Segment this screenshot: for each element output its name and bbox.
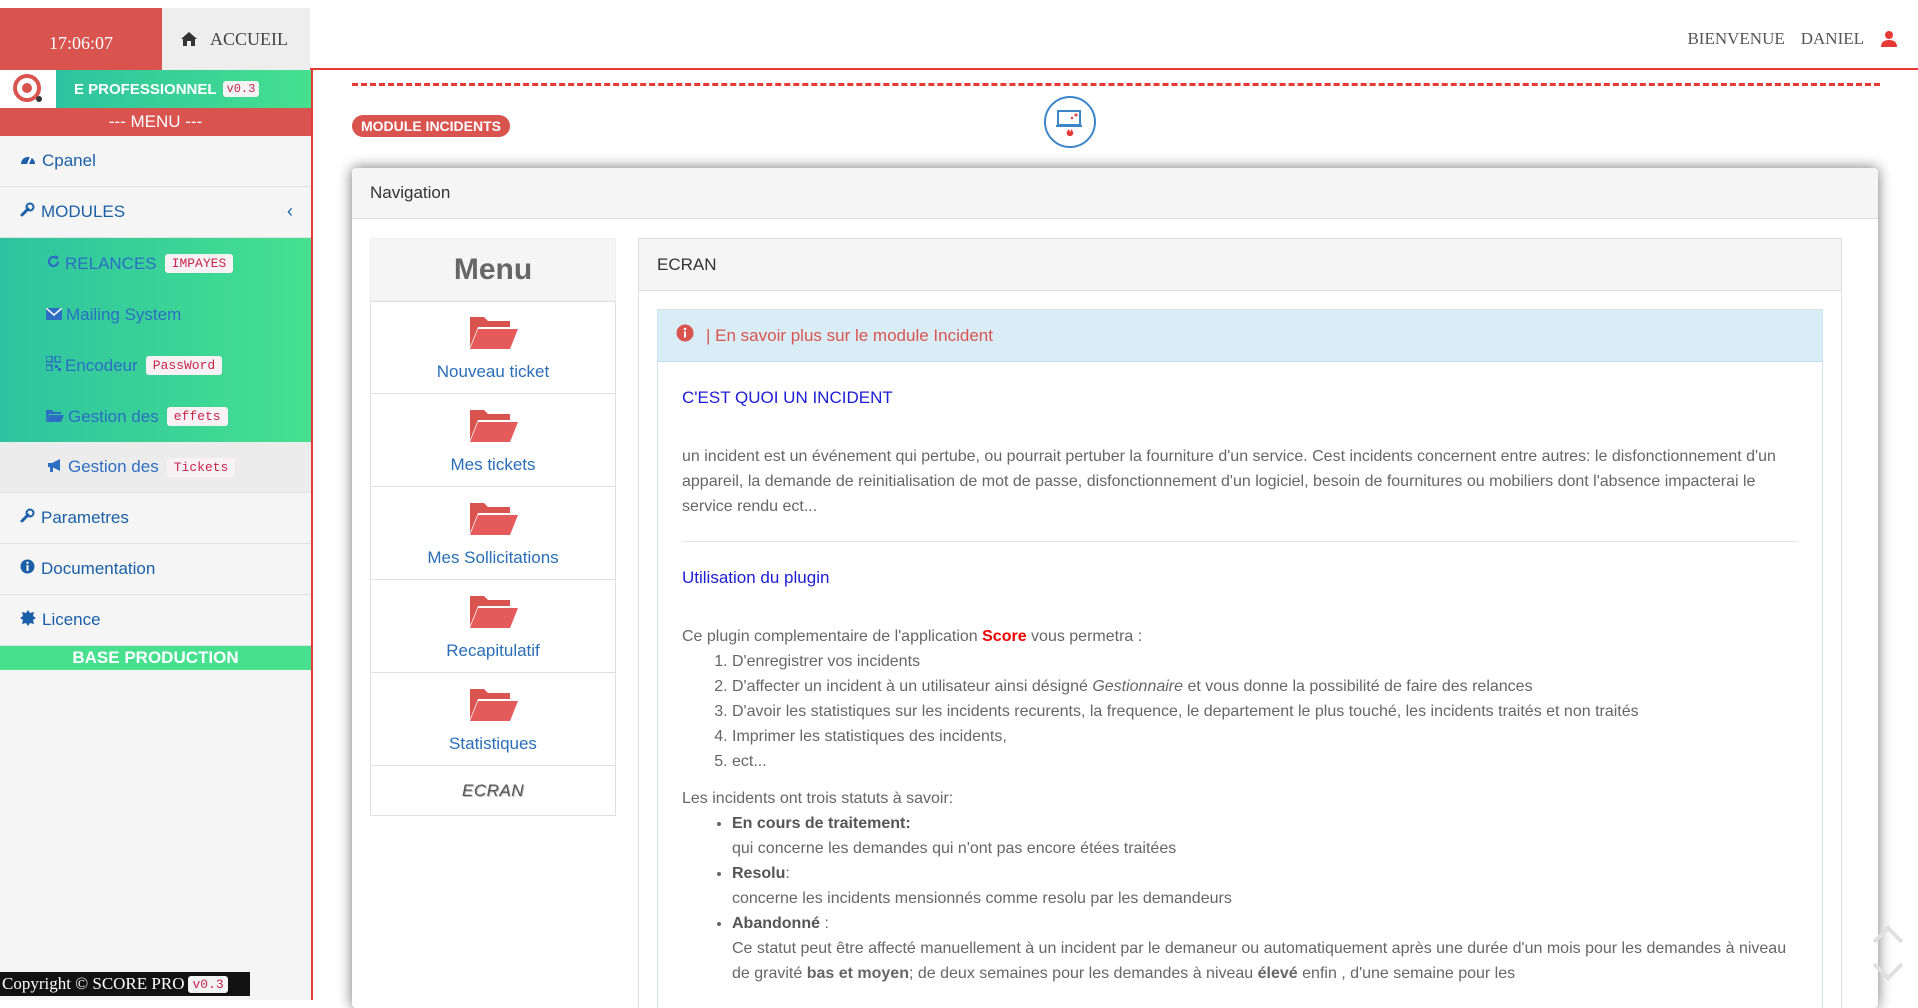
chevron-up-icon (1874, 928, 1902, 942)
qrcode-icon (46, 356, 61, 376)
submenu-item-mailing[interactable] (0, 289, 311, 340)
folder-open-icon (468, 685, 518, 726)
sidebar (0, 70, 313, 1000)
copyright-footer (0, 972, 250, 996)
submenu-item-tickets[interactable] (0, 442, 311, 493)
list-item (732, 861, 1798, 911)
copyright-version-badge: v0.3 (188, 976, 227, 993)
panel-title: Navigation (352, 168, 1878, 219)
brand-text: E PROFESSIONNEL (74, 80, 217, 98)
copyright-text: Copyright © SCORE PRO (2, 974, 185, 993)
list-item: 1. D'enregistrer vos incidents (732, 649, 1798, 674)
list-item (732, 911, 1798, 986)
plugin-intro-text: Ce plugin complementaire de l'application (682, 628, 983, 645)
info-header (658, 310, 1822, 362)
menu-item-statistiques[interactable] (370, 673, 616, 766)
module-incidents-pill: MODULE INCIDENTS (352, 115, 510, 137)
menu-item-label: Nouveau ticket (436, 362, 550, 381)
envelope-icon (46, 305, 62, 325)
top-navbar (310, 8, 1918, 70)
folder-open-icon (46, 407, 64, 427)
folder-open-icon (468, 406, 518, 447)
submenu-label: RELANCES (65, 253, 157, 273)
section-divider (682, 541, 1798, 542)
submenu-label: Gestion des (68, 406, 159, 426)
submenu-badge: IMPAYES (165, 254, 234, 273)
brand-logo-icon[interactable] (0, 70, 56, 108)
incident-menu (370, 238, 616, 816)
plugin-features-list (682, 649, 1798, 774)
submenu-label: Gestion des (68, 457, 159, 476)
section-plugin-title: Utilisation du plugin (682, 568, 830, 587)
menu-item-label: Mes Sollicitations (427, 547, 559, 567)
incident-menu-title: Menu (370, 238, 616, 301)
sidebar-item-documentation[interactable] (0, 544, 311, 595)
statut-desc-bold: bas et moyen (806, 965, 909, 982)
base-production-label: BASE PRODUCTION (0, 646, 311, 670)
sidebar-item-label: Licence (42, 610, 101, 629)
submenu-badge: Tickets (167, 458, 236, 477)
info-body (658, 388, 1822, 986)
statut-title: Resolu (732, 865, 786, 882)
home-label: ACCUEIL (210, 28, 288, 49)
ecran-panel (638, 238, 1842, 1008)
statut-desc: Ce statut peut être affecté manuellement à un incident par le demaneur ou automatiquement après une durée d'un mois pour les demandes à niveau de gravité (732, 940, 1787, 982)
sidebar-item-modules[interactable] (0, 187, 311, 238)
incident-info-box (657, 309, 1823, 1008)
score-app-name: Score (982, 628, 1027, 645)
section-incident-title: C'EST QUOI UN INCIDENT (682, 388, 893, 407)
sidebar-item-label: Cpanel (42, 151, 96, 170)
list-item-emphasis: Gestionnaire (1092, 678, 1184, 695)
home-icon (180, 31, 198, 47)
plugin-intro (682, 624, 1798, 649)
folder-open-icon (468, 592, 518, 633)
sidebar-item-label: Parametres (41, 508, 129, 527)
menu-item-mes-sollicitations[interactable] (370, 487, 616, 580)
statut-title: En cours de traitement: (732, 815, 911, 832)
dashboard-icon (20, 151, 36, 171)
info-circle-icon (676, 324, 694, 347)
plugin-intro-suffix: vous permetra : (1026, 628, 1143, 645)
version-badge: v0.3 (223, 81, 260, 97)
statut-suffix: : (785, 865, 790, 882)
sidebar-item-cpanel[interactable] (0, 136, 311, 187)
statut-desc: qui concerne les demandes qui n'ont pas encore étées traitées (732, 840, 1177, 857)
wrench-icon (20, 202, 35, 222)
username: DANIEL (1800, 29, 1864, 48)
ecran-title: ECRAN (639, 239, 1841, 291)
folder-open-icon (468, 313, 518, 354)
sidebar-item-label: Documentation (41, 559, 156, 578)
submenu-item-encodeur[interactable] (0, 340, 311, 391)
statut-desc: concerne les incidents mensionnés comme resolu par les demandeurs (732, 890, 1232, 907)
list-item: 3. D'avoir les statistiques sur les incidents recurents, la frequence, le departement le plus touché, les incidents traités et non traités (732, 699, 1798, 724)
info-title: | En savoir plus sur le module Incident (706, 325, 993, 345)
section-incident-text: un incident est un événement qui pertube, ou pourrait pertuber la fourniture d'un service. Cest incidents concernent entre autres: le disfonctionnement d'un appareil, la demande de reinitialisation de mot de passe, disfonctionnement d'un logiciel, besoin de fournitures ou mobiliers dont l'absence impacterai le service rendu ect... (682, 448, 1776, 515)
statuts-intro: Les incidents ont trois statuts à savoir: (682, 790, 954, 807)
menu-item-mes-tickets[interactable] (370, 394, 616, 487)
menu-item-nouveau-ticket[interactable] (370, 301, 616, 394)
list-item: 4. Imprimer les statistiques des incidents, (732, 724, 1798, 749)
list-item-text: D'affecter un incident à un utilisateur ainsi désigné (732, 678, 1093, 695)
submenu-label: Mailing System (66, 304, 182, 324)
folder-open-icon (468, 499, 518, 540)
menu-item-label: Statistiques (449, 733, 537, 753)
brand-band (56, 70, 311, 108)
menu-item-ecran[interactable]: ECRAN (370, 766, 616, 816)
incident-module-icon (1044, 96, 1096, 148)
brand-bar (0, 70, 311, 108)
statut-desc: enfin , d'une semaine pour les (1297, 965, 1516, 982)
submenu-badge: effets (167, 407, 228, 426)
welcome-label: BIENVENUE (1687, 29, 1785, 48)
navigation-panel (352, 168, 1878, 1008)
refresh-icon (46, 254, 61, 274)
chevron-down-icon (1874, 964, 1902, 978)
sidebar-item-label: MODULES (41, 202, 126, 221)
user-icon[interactable] (1880, 30, 1898, 48)
statut-suffix: : (820, 915, 829, 932)
list-item: 5. ect... (732, 749, 1798, 774)
wrench-icon (20, 508, 35, 528)
menu-item-label: Recapitulatif (446, 640, 540, 660)
submenu-badge: PassWord (146, 356, 222, 375)
statut-desc-bold: élevé (1257, 965, 1298, 982)
info-icon (20, 559, 35, 579)
menu-title: --- MENU --- (0, 108, 311, 136)
submenu-item-relances[interactable] (0, 238, 311, 289)
sidebar-item-parametres[interactable] (0, 493, 311, 544)
statut-title: Abandonné (732, 915, 820, 932)
modules-submenu (0, 238, 311, 442)
list-item (732, 674, 1798, 699)
bullhorn-icon (46, 457, 64, 477)
home-tab[interactable] (162, 8, 310, 70)
statut-desc: ; de deux semaines pour les demandes à niveau (908, 965, 1258, 982)
statuts-list (682, 811, 1798, 986)
welcome-area[interactable] (1687, 8, 1898, 70)
certificate-icon (20, 610, 36, 631)
dashed-divider (352, 83, 1880, 86)
menu-item-label: Mes tickets (450, 454, 536, 474)
menu-item-recapitulatif[interactable] (370, 580, 616, 673)
submenu-label: Encodeur (65, 355, 138, 375)
list-item-text: et vous donne la possibilité de faire des relances (1183, 678, 1533, 695)
list-item (732, 811, 1798, 861)
scroll-arrows[interactable] (1870, 920, 1906, 990)
submenu-item-effets[interactable] (0, 391, 311, 442)
chevron-left-icon[interactable]: ‹ (287, 201, 293, 221)
sidebar-item-licence[interactable] (0, 595, 311, 646)
clock: 17:06:07 (0, 8, 162, 70)
